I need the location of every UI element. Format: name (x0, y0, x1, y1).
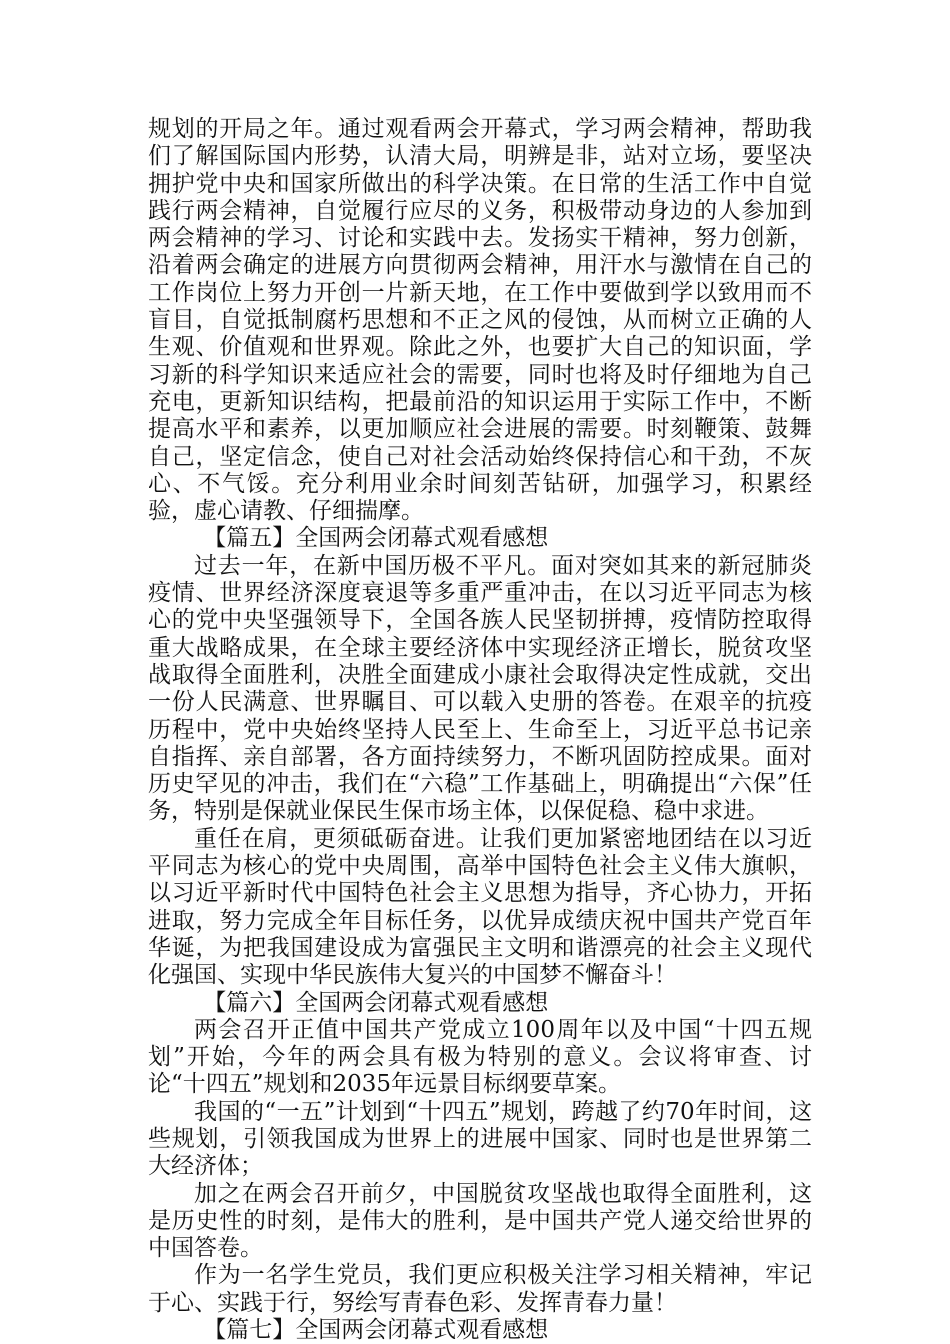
body-paragraph: 过去一年，在新中国历极不平凡。面对突如其来的新冠肺炎疫情、世界经济深度衰退等多重严重冲击，在以习近平同志为核心的党中央坚强领导下，全国各族人民坚韧拼搏，疫情防控取得重大战略成果，在全球主要经济体中实现经济正增长，脱贫攻坚战取得全面胜利，决胜全面建成小康社会取得决定性成就，交出一份人民满意、世界瞩目、可以载入史册的答卷。在艰辛的抗疫历程中，党中央始终坚持人民至上、生命至上，习近平总书记亲自指挥、亲自部署，各方面持续努力，不断巩固防控成果。面对历史罕见的冲击，我们在“六稳”工作基础上，明确提出“六保”任务，特别是保就业保民生保市场主体，以保促稳、稳中求进。 (148, 552, 812, 825)
body-paragraph: 加之在两会召开前夕，中国脱贫攻坚战也取得全面胜利，这是历史性的时刻，是伟大的胜利，是中国共产党人递交给世界的中国答卷。 (148, 1180, 812, 1262)
body-paragraph: 规划的开局之年。通过观看两会开幕式，学习两会精神，帮助我们了解国际国内形势，认清大局，明辨是非，站对立场，要坚决拥护党中央和国家所做出的科学决策。在日常的生活工作中自觉践行两会精神，自觉履行应尽的义务，积极带动身边的人参加到两会精神的学习、讨论和实践中去。发扬实干精神，努力创新，沿着两会确定的进展方向贯彻两会精神，用汗水与激情在自己的工作岗位上努力开创一片新天地，在工作中要做到学以致用而不盲目，自觉抵制腐朽思想和不正之风的侵蚀，从而树立正确的人生观、价值观和世界观。除此之外，也要扩大自己的知识面，学习新的科学知识来适应社会的需要，同时也将及时仔细地为自己充电，更新知识结构，把最前沿的知识运用于实际工作中，不断提高水平和素养，以更加顺应社会进展的需要。时刻鞭策、鼓舞自己，坚定信念，使自己对社会活动始终保持信心和干劲，不灰心、不气馁。充分利用业余时间刻苦钻研，加强学习，积累经验，虚心请教、仔细揣摩。 (148, 116, 812, 525)
body-paragraph: 两会召开正值中国共产党成立100周年以及中国“十四五规划”开始，今年的两会具有极为特别的意义。会议将审查、讨论“十四五”规划和2035年远景目标纲要草案。 (148, 1016, 812, 1098)
body-paragraph: 作为一名学生党员，我们更应积极关注学习相关精神，牢记于心、实践于行，努绘写青春色彩、发挥青春力量！ (148, 1262, 812, 1316)
section-heading-5: 【篇五】全国两会闭幕式观看感想 (203, 525, 549, 552)
body-paragraph: 我国的“一五”计划到“十四五”规划，跨越了约70年时间，这些规划，引领我国成为世界上的进展中国家、同时也是世界第二大经济体； (148, 1098, 812, 1180)
section-heading-7: 【篇七】全国两会闭幕式观看感想 (203, 1317, 549, 1344)
body-paragraph: 重任在肩，更须砥砺奋进。让我们更加紧密地团结在以习近平同志为核心的党中央周围，高举中国特色社会主义伟大旗帜，以习近平新时代中国特色社会主义思想为指导，齐心协力，开拓进取，努力完成全年目标任务，以优异成绩庆祝中国共产党百年华诞，为把我国建设成为富强民主文明和谐漂亮的社会主义现代化强国、实现中华民族伟大复兴的中国梦不懈奋斗！ (148, 825, 812, 989)
section-heading-6: 【篇六】全国两会闭幕式观看感想 (203, 989, 549, 1016)
document-body (148, 116, 812, 1344)
